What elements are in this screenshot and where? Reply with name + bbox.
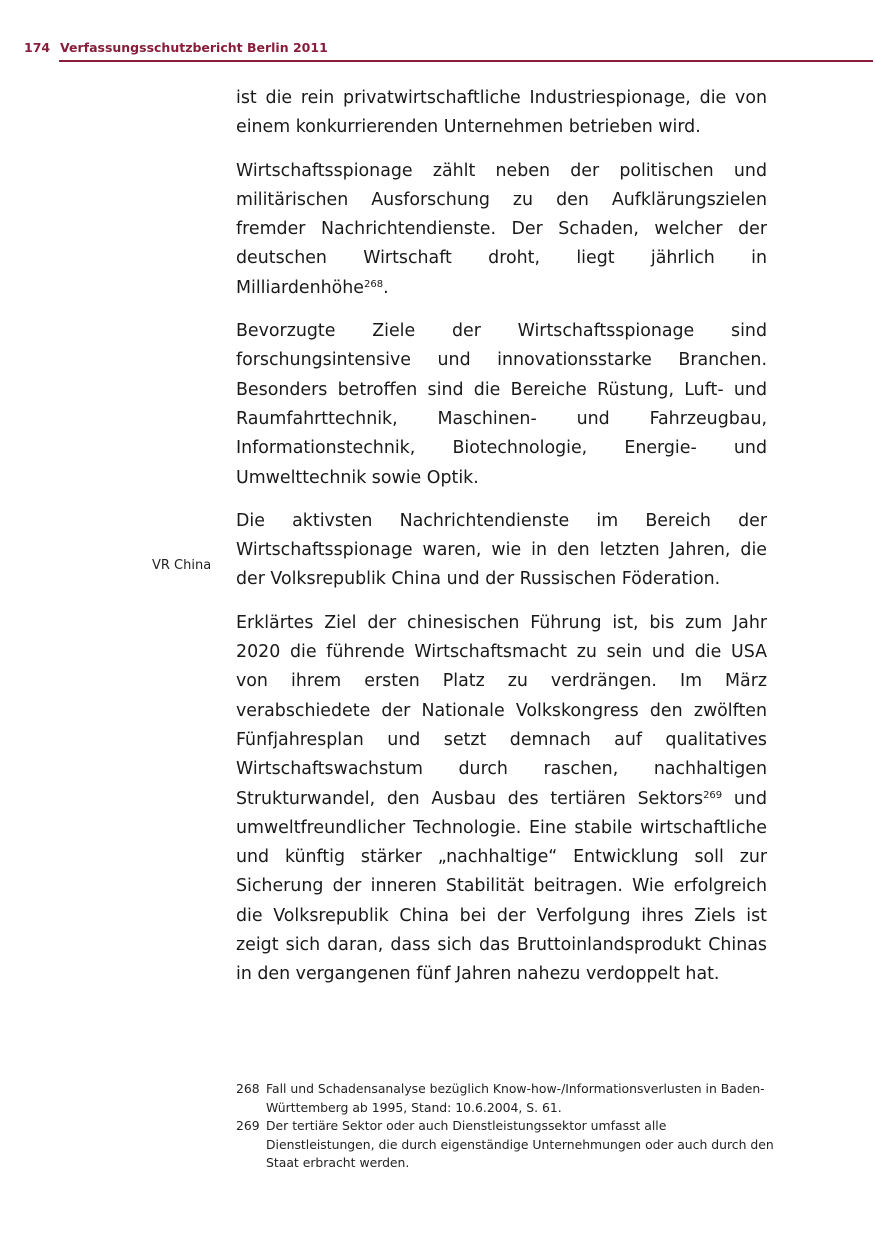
footnote-text: Der tertiäre Sektor oder auch Dienstleistungssektor umfasst alle Dienstleistungen, die durch eigenständige Unternehmungen oder auch durch den Staat erbracht werden. — [266, 1118, 774, 1170]
footnote-ref-268: 268 — [363, 278, 384, 290]
footnote-text: Fall und Schadensanalyse bezüglich Know-how-/Informationsverlusten in Baden-Württemberg ab 1995, Stand: 10.6.2004, S. 61. — [266, 1081, 765, 1115]
page-header — [24, 40, 873, 64]
footnotes — [236, 1080, 776, 1173]
footnote-268 — [236, 1080, 776, 1117]
running-title: Verfassungsschutzbericht Berlin 2011 — [60, 40, 328, 55]
paragraph-4: Die aktivsten Nachrichtendienste im Bereich der Wirtschaftsspionage waren, wie in den letzten Jahren, die der Volksrepublik China und der Russischen Föderation. — [236, 510, 767, 590]
paragraph-1: ist die rein privatwirtschaftliche Industriespionage, die von einem konkurrierenden Unternehmen betrieben wird. — [236, 88, 767, 138]
paragraph-3: Bevorzugte Ziele der Wirtschaftsspionage sind forschungsintensive und innovationsstarke Branchen. Besonders betroffen sind die Bereiche Rüstung, Luft- und Raumfahrttechnik, Maschinen- und Fahrzeugbau, Informationstechnik, Biotechnologie, Energie- und Umwelttechnik sowie Optik. — [236, 321, 767, 488]
paragraph-5-vr-china: Erklärtes Ziel der chinesischen Führung ist, bis zum Jahr 2020 die führende Wirtschaftsmacht zu sein und die USA von ihrem ersten Platz zu verdrängen. Im März verabschiedete der Nationale Volkskongress den zwölften Fünfjahresplan und setzt demnach auf qualitatives Wirtschaftswachstum durch raschen, nachhaltigen Strukturwandel, den Ausbau des tertiären Sektors$^{269}$ und umweltfreundlicher Technologie. Eine stabile wirtschaftliche und künftig stärker „nachhaltige“ Entwicklung soll zur Sicherung der inneren Stabilität beitragen. Wie erfolgreich die Volksrepublik China bei der Verfolgung ihres Ziels ist zeigt sich daran, dass sich das Bruttoinlandsprodukt Chinas in den vergangenen fünf Jahren nahezu verdoppelt hat. — [236, 612, 767, 985]
footnote-269 — [236, 1117, 776, 1173]
footnote-number: 269 — [236, 1118, 260, 1133]
paragraph-2: Wirtschaftsspionage zählt neben der politischen und militärischen Ausforschung zu den Aufklärungszielen fremder Nachrichtendienste. Der Schaden, welcher der deutschen Wirtschaft droht, liegt jährlich in Milliardenhöhe$^{268}$. — [236, 160, 767, 298]
footnote-ref-269: 269 — [703, 789, 723, 801]
margin-note-vr-china: VR China — [152, 558, 212, 573]
page-number: 174 — [24, 40, 51, 55]
header-rule — [59, 60, 873, 62]
main-text — [236, 84, 767, 1004]
footnote-number: 268 — [236, 1081, 260, 1096]
